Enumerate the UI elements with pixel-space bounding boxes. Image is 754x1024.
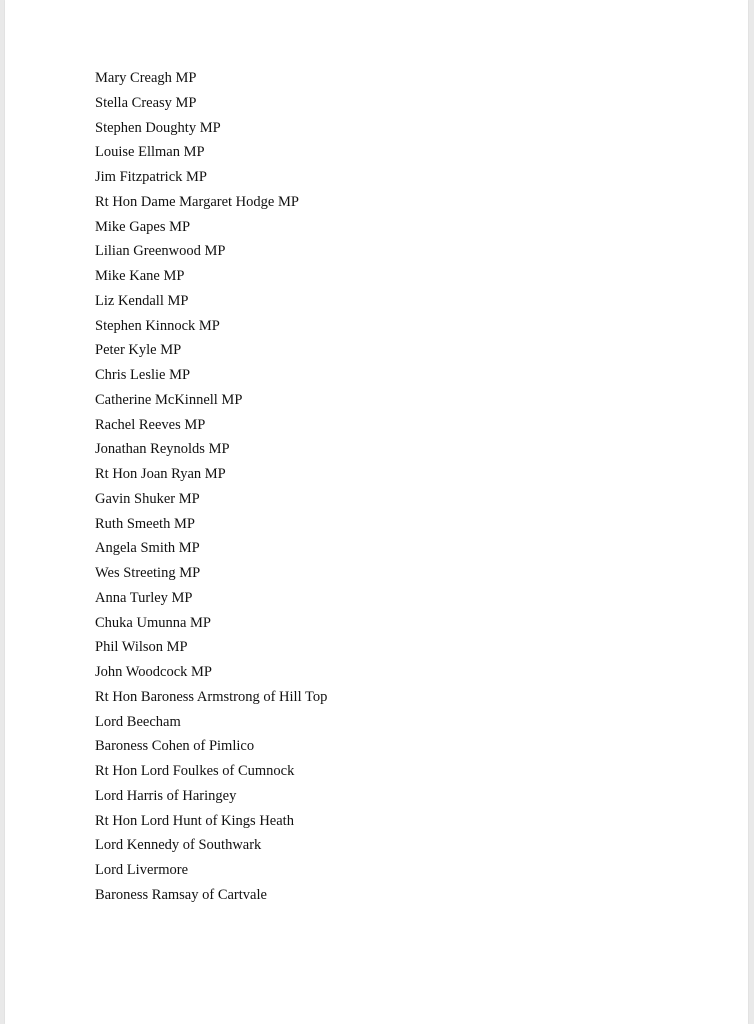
list-item: Jonathan Reynolds MP xyxy=(95,441,230,458)
list-item: Angela Smith MP xyxy=(95,540,200,557)
list-item: Jim Fitzpatrick MP xyxy=(95,169,207,185)
list-item: Mike Gapes MP xyxy=(95,218,191,235)
list-item: Catherine McKinnell MP xyxy=(95,391,243,408)
list-item: Baroness Ramsay of Cartvale xyxy=(95,886,267,903)
list-item: Mary Creagh MP xyxy=(95,70,197,86)
list-item: Lilian Greenwood MP xyxy=(95,243,226,260)
document-page xyxy=(5,0,748,1024)
list-item: Rt Hon Lord Foulkes of Cumnock xyxy=(95,763,295,779)
list-item: Peter Kyle MP xyxy=(95,342,182,359)
list-item: Lord Beecham xyxy=(95,713,181,730)
list-item: Stella Creasy MP xyxy=(95,94,197,111)
list-item: Lord Kennedy of Southwark xyxy=(95,837,262,854)
list-item: Lord Harris of Haringey xyxy=(95,787,237,804)
list-item: John Woodcock MP xyxy=(95,664,212,680)
list-item: Chuka Umunna MP xyxy=(95,614,211,631)
list-item: Rt Hon Joan Ryan MP xyxy=(95,466,226,482)
list-item: Anna Turley MP xyxy=(95,589,193,606)
list-item: Lord Livermore xyxy=(95,862,189,878)
list-item: Gavin Shuker MP xyxy=(95,490,200,507)
list-item: Rt Hon Dame Margaret Hodge MP xyxy=(95,193,299,210)
list-item: Louise Ellman MP xyxy=(95,144,205,161)
list-item: Stephen Kinnock MP xyxy=(95,317,220,334)
list-item: Rt Hon Baroness Armstrong of Hill Top xyxy=(95,688,328,705)
list-item: Mike Kane MP xyxy=(95,268,185,284)
list-item: Phil Wilson MP xyxy=(95,639,188,656)
list-item: Ruth Smeeth MP xyxy=(95,515,195,532)
list-item: Baroness Cohen of Pimlico xyxy=(95,738,255,755)
list-item: Rachel Reeves MP xyxy=(95,416,206,433)
list-item: Rt Hon Lord Hunt of Kings Heath xyxy=(95,812,294,829)
signatory-list xyxy=(95,66,327,908)
list-item: Wes Streeting MP xyxy=(95,565,201,581)
list-item: Liz Kendall MP xyxy=(95,292,189,309)
list-item: Stephen Doughty MP xyxy=(95,119,221,136)
list-item: Chris Leslie MP xyxy=(95,367,191,383)
